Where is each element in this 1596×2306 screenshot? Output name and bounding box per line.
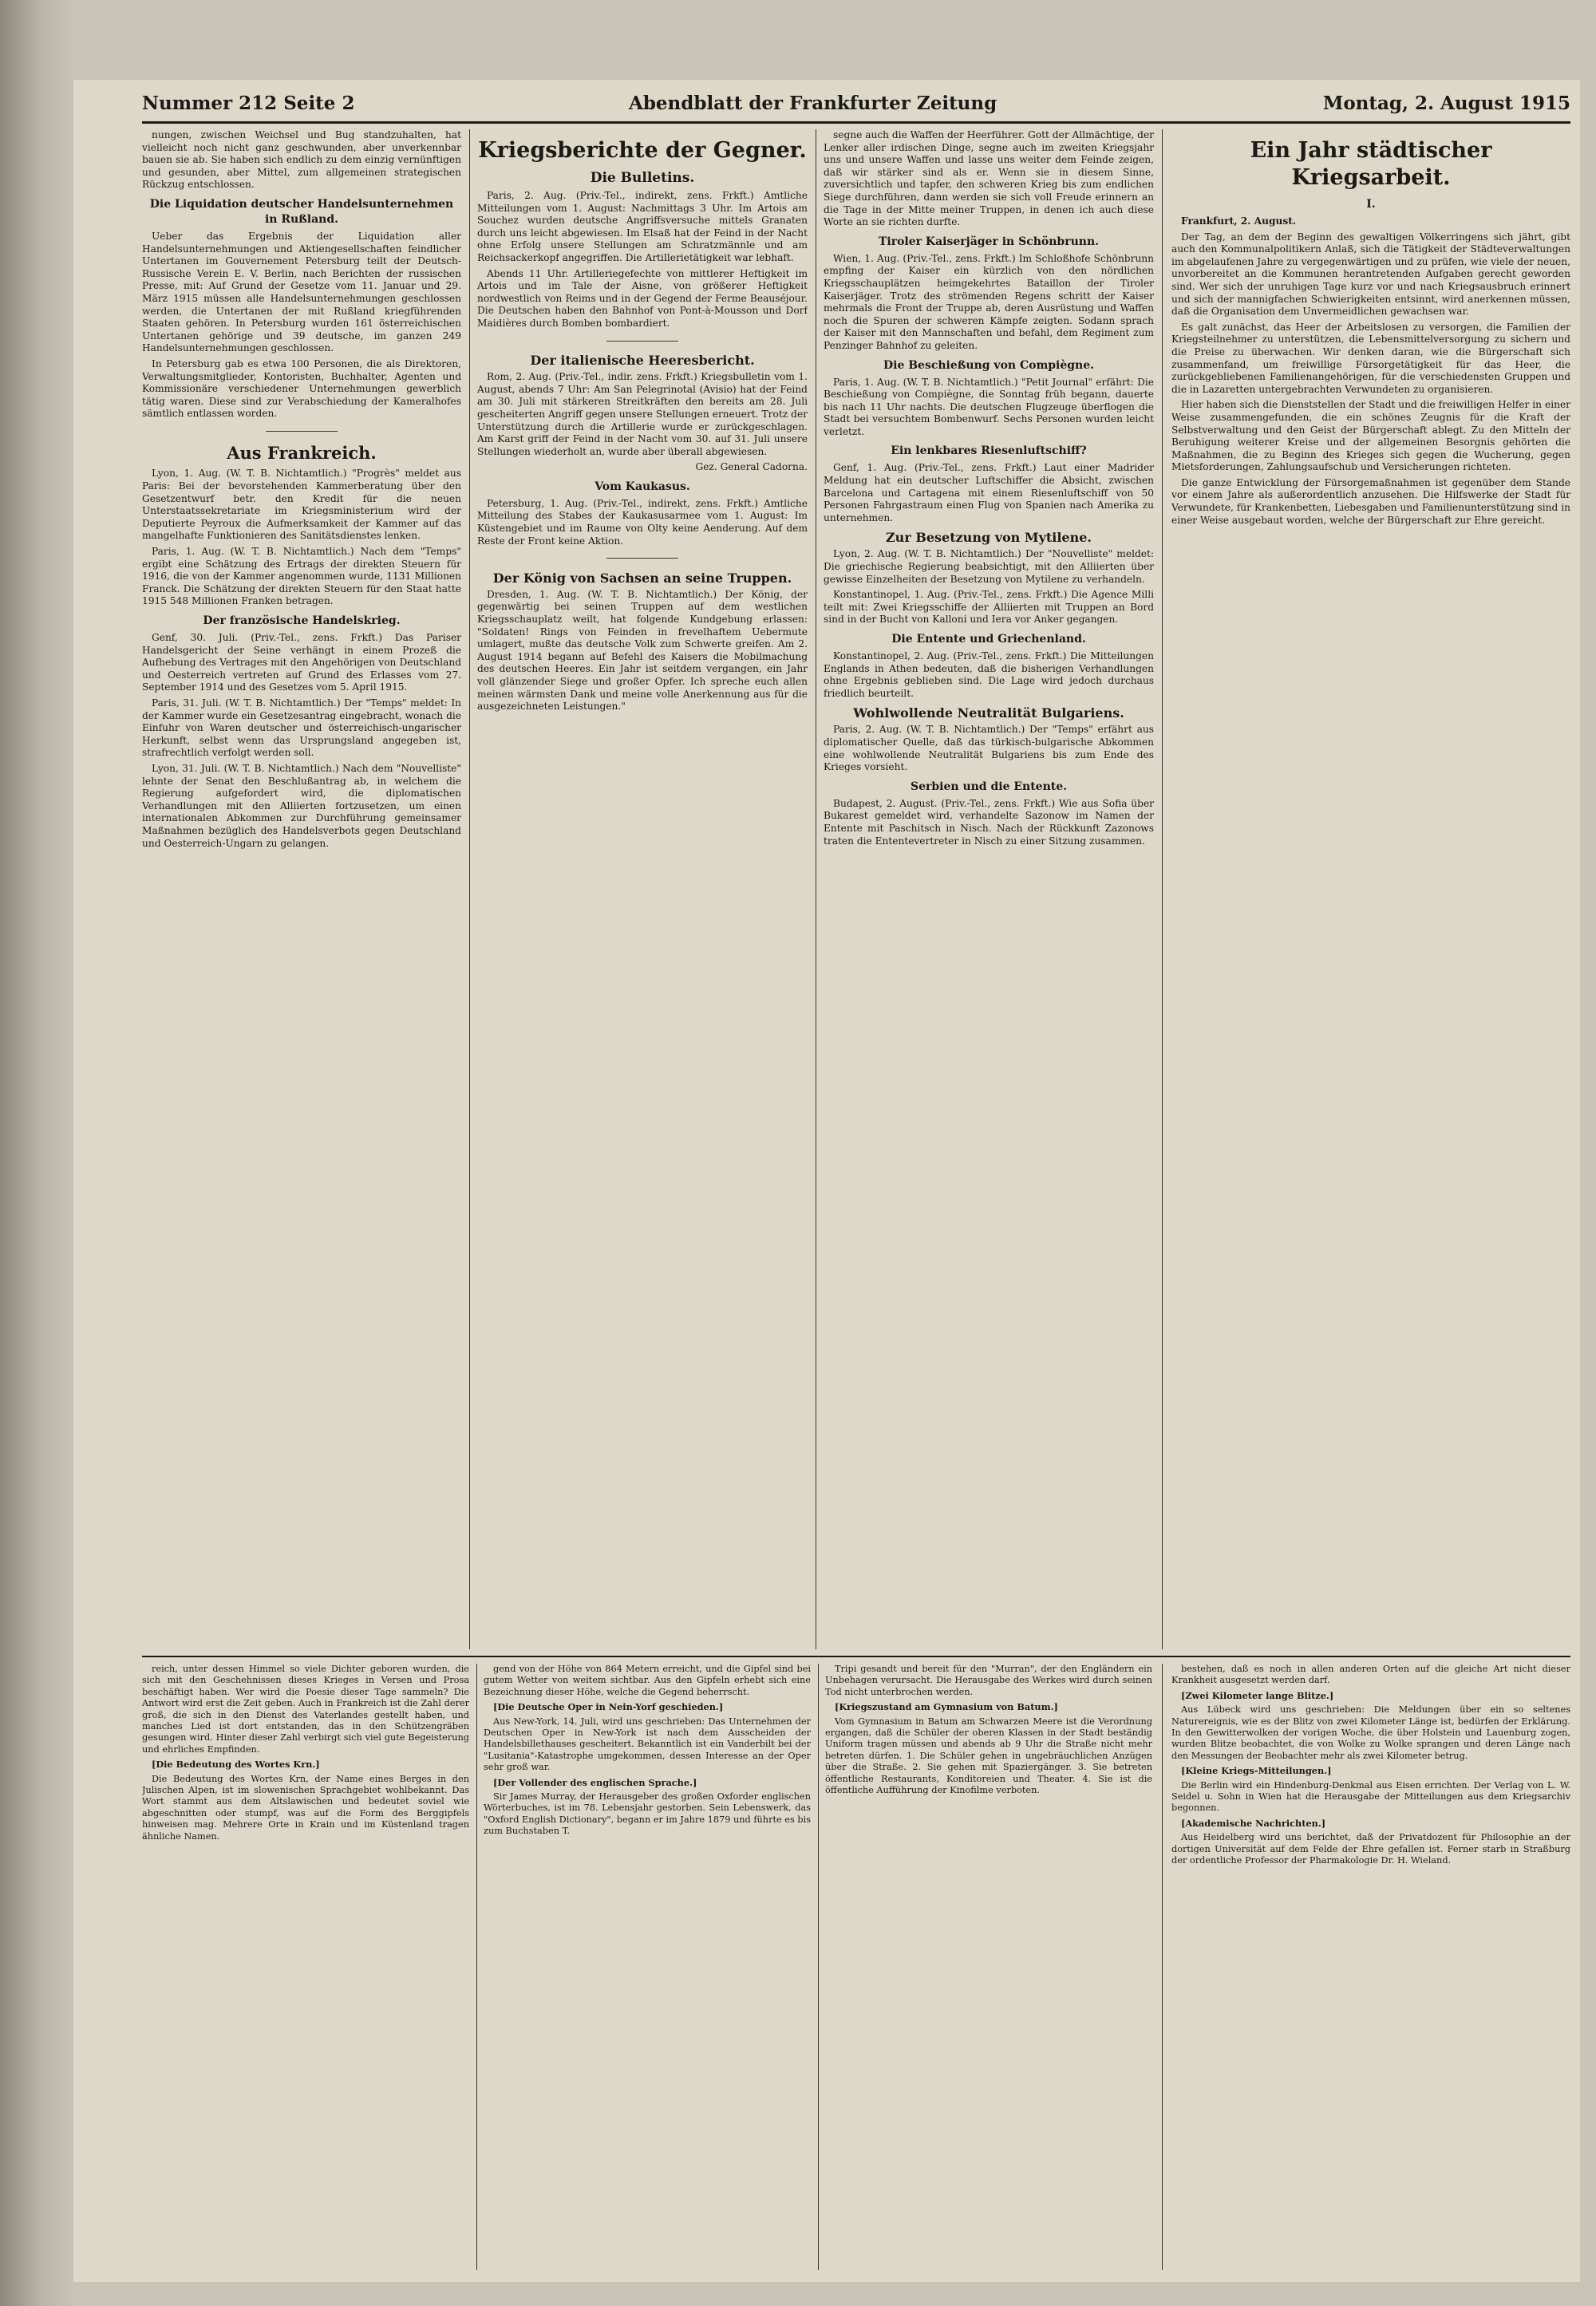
feuilleton-paragraph: gend von der Höhe von 864 Metern erreicht, und die Gipfel sind bei gutem Wetter von weitem sichtbar. Aus den Gipfeln erhebt sich eine Bezeichnung dieser Höhe, welche die Gegend beherrscht. [484,1664,811,1697]
feuilleton-column-4 [1171,1664,1570,2270]
divider [477,335,808,348]
col3-heading-kaiserjaeger: Tiroler Kaiserjäger in Schönbrunn. [878,235,1099,248]
newspaper-page [73,80,1580,2282]
col2-heading-kaukasus: Vom Kaukasus. [595,480,690,493]
col2-heading-bulletins: Die Bulletins. [590,170,695,186]
col4-numeral: I. [1366,198,1376,211]
col3-paragraph: Lyon, 2. Aug. (W. T. B. Nichtamtlich.) Der "Nouvelliste" meldet: Die griechische Regierung beabsichtigt, mit den Alliierten über gewisse Einzelheiten der Besetzung von Mytilene zu verhandeln. [824,548,1154,585]
col3-intro: segne auch die Waffen der Heerführer. Gott der Allmächtige, der Lenker aller irdischen Dinge, segne auch im zweiten Kriegsjahr uns und unsere Waffen und lasse uns weiter dem Feinde zeigen, daß wir stärker sind als er. Wenn sie in diesem Sinne, zuversichtlich und tapfer, den schweren Krieg bis zum endlichen Siege durchführen, dann werden sie sich voll Freude erinnern an die Tage in der Mitte meiner Truppen, in denen ich auch diese Worte an sie richten durfte. [824,129,1154,228]
col3-paragraph: Wien, 1. Aug. (Priv.-Tel., zens. Frkft.) Im Schloßhofe Schönbrunn empfing der Kaiser ein kürzlich von den nördlichen Kriegsschauplätzen heimgekehrtes Bataillon der Tiroler Kaiserjäger. Trotz des strömenden Regens schritt der Kaiser mehrmals die Front der Truppe ab, deren Ausrüstung und Waffen noch die Spuren der schweren Kämpfe zeigten. Sodann sprach der Kaiser mit den Mannschaften und befahl, dem Regiment zum Penzinger Bahnhof zu geleiten. [824,252,1154,351]
feuilleton-paragraph: Vom Gymnasium in Batum am Schwarzen Meere ist die Verordnung ergangen, daß die Schüler der oberen Klassen in der Stadt beständig Uniform tragen müssen und abends ab 9 Uhr die Straße nicht mehr betreten dürfen. 1. Die Schüler gehen in ungebräuchlichen Anzügen über die Straße. 2. Sie gehen mit Spaziergänger. 3. Sie betreten öffentliche Restaurants, Konditoreien und Theater. 4. Sie ist die öffentliche Aufführung der Kinofilme verboten. [825,1716,1152,1796]
col3-paragraph: Genf, 1. Aug. (Priv.-Tel., zens. Frkft.) Laut einer Madrider Meldung hat ein deutscher Luftschiffer die Absicht, zwischen Barcelona und Cartagena mit einem Riesenluftschiff von 50 Personen Fahrgastraum einen Flug von Spanien nach Amerika zu unternehmen. [824,462,1154,523]
feuilleton-column-2 [484,1664,811,2270]
feuilleton-paragraph: Sir James Murray, der Herausgeber des großen Oxforder englischen Wörterbuches, ist im 78. Lebensjahr gestorben. Sein Lebenswerk, das "Oxford English Dictionary", begann er im Jahre 1879 und führte es bis zum Buchstaben T. [484,1791,811,1837]
column-3 [824,129,1154,1649]
newspaper-title: Abendblatt der Frankfurter Zeitung [629,93,998,114]
col3-heading-compiegne: Die Beschießung von Compiègne. [883,358,1095,372]
feuilleton-column-3 [825,1664,1152,2270]
col1-heading-frankreich: Aus Frankreich. [227,443,377,464]
col3-paragraph: Konstantinopel, 1. Aug. (Priv.-Tel., zens. Frkft.) Die Agence Milli teilt mit: Zwei Kriegsschiffe der Alliierten mit Truppen an Bord sind in der Bucht von Kalloni und Iera vor Anker gegangen. [824,589,1154,626]
feuilleton-heading: [Die Deutsche Oper in Nein-Yorf geschieden.] [493,1701,724,1713]
col1-paragraph: In Petersburg gab es etwa 100 Personen, die als Direktoren, Verwaltungsmitglieder, Kontoristen, Buchhalter, Agenten und Kommissionäre verschiedener Unternehmungen gewerblich tätig waren. Diese sind zur Verabschiedung der Kameralhofes sämtlich entlassen worden. [142,357,461,420]
feuilleton-rule [142,1656,1570,1657]
col3-paragraph: Paris, 2. Aug. (W. T. B. Nichtamtlich.) Der "Temps" erfährt aus diplomatischer Quelle, daß das türkisch-bulgarische Abkommen eine wohlwollende Neutralität Bulgariens bis zum Ende des Krieges vorsieht. [824,724,1154,773]
col4-dateline: Frankfurt, 2. August. [1181,215,1297,227]
col1-paragraph: Genf, 30. Juli. (Priv.-Tel., zens. Frkft.) Das Pariser Handelsgericht der Seine verhängt in einem Prozeß die Aufhebung des Vertrages mit den Angehörigen von Deutschland und Oesterreich vertreten auf Grund des Erlasses vom 27. September 1914 und des Gesetzes vom 5. April 1915. [142,632,461,693]
column-1 [142,129,461,1649]
feuilleton-paragraph: bestehen, daß es noch in allen anderen Orten auf die gleiche Art nicht dieser Krankheit ausgesetzt werden darf. [1171,1664,1570,1686]
col2-signature: Gez. General Cadorna. [695,461,808,473]
binding-gutter [0,0,73,2306]
divider [142,425,461,438]
col3-heading-mytilene: Zur Besetzung von Mytilene. [886,530,1092,546]
feuilleton-heading: [Kriegszustand am Gymnasium von Batum.] [835,1701,1058,1713]
col2-paragraph: Abends 11 Uhr. Artilleriegefechte von mittlerer Heftigkeit im Artois und im Tale der Aisne, von größerer Heftigkeit nordwestlich von Reims und in der Gegend der Ferme Beauséjour. Die Deutschen haben den Bahnhof von Pont-à-Mousson und Dorf Maidières durch Bomben bombardiert. [477,267,808,329]
feuilleton-heading: [Die Bedeutung des Wortes Krn.] [152,1759,320,1771]
column-rule [818,1664,819,2270]
feuilleton-paragraph: Tripi gesandt und bereit für den "Murran", der den Engländern ein Unbehagen verursacht. Die Herausgabe des Werkes wird durch seinen Tod nicht unterbrochen werden. [825,1664,1152,1697]
col4-paragraph: Es galt zunächst, das Heer der Arbeitslosen zu versorgen, die Familien der Kriegsteilnehmer zu unterstützen, die Lebensmittelversorgung zu sichern und die Preise zu überwachen. Wir denken daran, wie die Bürgerschaft sich zusammenfand, um freiwillige Fürsorgetätigkeit für das Heer, die zurückgebliebenen Familienangehörigen, für die verschiedensten Gruppen und die in Lazaretten untergebrachten Verwundeten zu organisieren. [1171,321,1570,395]
issue-number: Nummer 212 Seite 2 [142,93,355,114]
feuilleton-column-1 [142,1664,469,2270]
col1-heading-handelskrieg: Der französische Handelskrieg. [203,614,401,627]
col4-paragraph: Hier haben sich die Dienststellen der Stadt und die freiwilligen Helfer in einer Weise zusammengefunden, die ein schönes Zeugnis für die Kraft der Selbstverwaltung und den Geist der Bürgerschaft ablegt. Zu den Mitteln der Beruhigung weiterer Kreise und der allgemeinen Besorgnis gehörten die Maßnahmen, die zu Beginn des Krieges sich gegen die Wucherung, gegen Mietsforderungen, Zahlungsaufschub und Versicherungen richteten. [1171,399,1570,473]
col2-paragraph: Petersburg, 1. Aug. (Priv.-Tel., indirekt, zens. Frkft.) Amtliche Mitteilung des Stabes der Kaukasusarmee vom 1. August: Im Küstengebiet und im Raume von Olty keine Aenderung. Auf dem Reste der Front keine Aktion. [477,497,808,547]
divider [477,552,808,565]
col1-paragraph: Lyon, 1. Aug. (W. T. B. Nichtamtlich.) "Progrès" meldet aus Paris: Bei der bevorstehenden Kammerberatung über den Gesetzentwurf betr. den Kredit für die neuen Unterstaatssekretariate im Kriegsministerium wird der Deputierte Peyroux die Aufmerksamkeit der Kammer auf das mangelhafte Funktionieren des Sanitätsdienstes lenken. [142,468,461,542]
issue-date: Montag, 2. August 1915 [1322,93,1570,114]
col3-heading-serbien: Serbien und die Entente. [910,780,1068,793]
col2-title: Kriegsberichte der Gegner. [478,138,807,163]
col1-paragraph: Lyon, 31. Juli. (W. T. B. Nichtamtlich.) Nach dem "Nouvelliste" lehnte der Senat den Beschlußantrag ab, in welchem die Regierung aufgefordert wird, die diplomatischen Verhandlungen mit den Alliierten fortzusetzen, um einen internationalen Abkommen zur Durchführung gemeinsamer Maßnahmen bezüglich des Handelsverbots gegen Deutschland und Oesterreich-Ungarn zu gelangen. [142,762,461,849]
col3-heading-griechenland: Die Entente und Griechenland. [891,633,1086,646]
col1-paragraph: Paris, 1. Aug. (W. T. B. Nichtamtlich.) Nach dem "Temps" ergibt eine Schätzung des Ertrags der direkten Steuern für 1916, die von der Kammer angenommen wurde, 1131 Millionen Franck. Die Schätzung der direkten Steuern für den Staat hatte 1915 548 Millionen Franken betragen. [142,546,461,607]
col3-heading-bulgarien: Wohlwollende Neutralität Bulgariens. [853,705,1124,721]
column-4 [1171,129,1570,1649]
column-rule [469,129,470,1649]
column-2 [477,129,808,1649]
col1-paragraph: Ueber das Ergebnis der Liquidation aller Handelsunternehmungen und Aktiengesellschaften feindlicher Untertanen im Gouvernement Petersburg teilt der Deutsch-Russische Verein E. V. Berlin, nach Berichten der russischen Presse, mit: Auf Grund der Gesetze vom 11. Januar und 29. März 1915 müssen alle Handelsunternehmungen geschlossen werden, die Untertanen der mit Rußland kriegführenden Staaten gehören. In Petersburg wurden 161 österreichischen Untertanen gehörige und 39 deutsche, im ganzen 249 Handelsunternehmungen geschlossen. [142,230,461,354]
feuilleton-heading: [Akademische Nachrichten.] [1181,1817,1326,1829]
col4-paragraph: Der Tag, an dem der Beginn des gewaltigen Völkerringens sich jährt, gibt auch den Kommunalpolitikern Anlaß, sich die Tätigkeit der Städteverwaltungen im abgelaufenen Jahre zu vergegenwärtigen und zu prüfen, wie viele der neuen, unvorbereitet an die Kommunen herantretenden Aufgaben gerecht geworden sind. Wer sich der unruhigen Tage kurz vor und nach Kriegsausbruch erinnert und sich der mannigfachen Schwierigkeiten entsinnt, wird anerkennen müssen, daß die Organisation dem Unvermeidlichen gewachsen war. [1171,231,1570,318]
feuilleton-heading: [Zwei Kilometer lange Blitze.] [1181,1689,1334,1701]
col2-paragraph: Rom, 2. Aug. (Priv.-Tel., indir. zens. Frkft.) Kriegsbulletin vom 1. August, abends 7 Uhr: Am San Pelegrinotal (Avisio) hat der Feind am 30. Juli mit stärkeren Streitkräften den bereits am 28. Juli gescheiterten Angriff gegen unsere Stellungen erneuert. Trotz der Unterstützung durch die Artillerie wurde er zurückgeschlagen. Am Karst griff der Feind in der Nacht vom 30. auf 31. Juli unsere Stellungen wiederholt an, wurde aber überall abgewiesen. [477,371,808,457]
feuilleton-paragraph: Aus Lübeck wird uns geschrieben: Die Meldungen über ein so seltenes Naturereignis, wie es der Blitz von zwei Kilometer Länge ist, bedürfen der Erklärung. In den Gewitterwolken der vorigen Woche, die über Holstein und Lauenburg zogen, wurden Blitze beobachtet, die von Wolke zu Wolke sprangen und deren Länge nach den Messungen der Beobachter mehr als zwei Kilometer betrug. [1171,1704,1570,1761]
col3-paragraph: Budapest, 2. August. (Priv.-Tel., zens. Frkft.) Wie aus Sofia über Bukarest gemeldet wird, verhandelte Sazonow im Namen der Entente mit Paschitsch in Nisch. Nach der Rückkunft Zazonows traten die Ententevertreter in Nisch zu einer Sitzung zusammen. [824,797,1154,847]
col4-title: Ein Jahr städtischer Kriegsarbeit. [1250,138,1492,190]
col2-paragraph: Paris, 2. Aug. (Priv.-Tel., indirekt, zens. Frkft.) Amtliche Mitteilungen vom 1. August: Nachmittags 3 Uhr. Im Artois am Souchez wurden deutsche Angriffsversuche mittels Granaten durch uns leicht abgewiesen. Im Elsaß hat der Feind in der Nacht ohne Erfolg unsere Stellungen am Schratzmännle und am Reichsackerkopf angegriffen. Die Artillerietätigkeit war lebhaft. [477,190,808,263]
column-rule [1162,129,1163,1649]
col4-paragraph: Die ganze Entwicklung der Fürsorgemaßnahmen ist gegenüber dem Stande vor einem Jahre als außerordentlich anzusehen. Die Hilfswerke der Stadt für Verwundete, für Krankenbetten, Liebesgaben und Familienunterstützung sind in einer Weise ausgebaut worden, welche der Bürgerschaft zur Ehre gereicht. [1171,476,1570,526]
feuilleton-paragraph: Aus Heidelberg wird uns berichtet, daß der Privatdozent für Philosophie an der dortigen Universität auf dem Felde der Ehre gefallen ist. Ferner starb in Straßburg der ordentliche Professor der Pharmakologie Dr. H. Wieland. [1171,1832,1570,1866]
col1-intro: nungen, zwischen Weichsel und Bug standzuhalten, hat vielleicht noch nicht ganz geschwunden, aber unverkennbar bauen sie ab. Sie haben sich endlich zu dem einzig vernünftigen und gesunden, aber Mittel, zum allgemeinen strategischen Rückzug entschlossen. [142,129,461,191]
feuilleton-paragraph: Aus New-York, 14. Juli, wird uns geschrieben: Das Unternehmen der Deutschen Oper in New-York ist nach dem Ausscheiden der Handelsbillethauses gescheitert. Bekanntlich ist ein Vanderbilt bei der "Lusitania"-Katastrophe umgekommen, dessen Interesse an der Oper sehr groß war. [484,1716,811,1773]
col1-heading-liquidation: Die Liquidation deutscher Handelsunternehmen in Rußland. [149,197,454,226]
column-rule [1162,1664,1163,2270]
col3-paragraph: Paris, 1. Aug. (W. T. B. Nichtamtlich.) "Petit Journal" erfährt: Die Beschießung von Compiègne, die Sonntag früh begann, dauerte bis nach 11 Uhr nachts. Die deutschen Flugzeuge überflogen die Stadt bei versuchtem Bombenwurf. Sechs Personen wurden leicht verletzt. [824,376,1154,437]
feuilleton-heading: [Kleine Kriegs-Mitteilungen.] [1181,1765,1332,1777]
column-rule [476,1664,477,2270]
col2-heading-sachsen: Der König von Sachsen an seine Truppen. [492,570,792,586]
col3-paragraph: Konstantinopel, 2. Aug. (Priv.-Tel., zens. Frkft.) Die Mitteilungen Englands in Athen bedeuten, daß die bisherigen Verhandlungen ohne Ergebnis geblieben sind. Die Lage wird jedoch durchaus friedlich beurteilt. [824,650,1154,699]
feuilleton-paragraph: Die Berlin wird ein Hindenburg-Denkmal aus Eisen errichten. Der Verlag von L. W. Seidel u. Sohn in Wien hat die Herausgabe der Mitteilungen aus dem Kriegsarchiv begonnen. [1171,1779,1570,1814]
feuilleton-paragraph: reich, unter dessen Himmel so viele Dichter geboren wurden, die sich mit den Geschehnissen dieses Krieges in Versen und Prosa beschäftigt haben. Wer wird die Poesie dieser Tage sammeln? Die Antwort wird erst die Zeit geben. Auch in Frankreich ist die Zahl derer groß, die sich in den Dienst des Vaterlandes gestellt haben, und manches Lied ist dort entstanden, das in den Schützengräben gesungen wird. Hinter dieser Zahl verbirgt sich viel gute Begeisterung und ehrliches Empfinden. [142,1664,469,1755]
page-header [142,89,1570,124]
feuilleton-heading: [Der Vollender des englischen Sprache.] [493,1776,697,1788]
col3-heading-luftschiff: Ein lenkbares Riesenluftschiff? [891,444,1087,458]
feuilleton-paragraph: Die Bedeutung des Wortes Krn, der Name eines Berges in den Julischen Alpen, ist im slowenischen Sprachgebiet wohlbekannt. Das Wort stammt aus dem Altslawischen und bedeutet soviel wie abgeschnitten oder stumpf, was auf die Form des Berggipfels hinweisen mag. Mehrere Orte in Krain und im Küstenland tragen ähnliche Namen. [142,1773,469,1842]
col2-paragraph: Dresden, 1. Aug. (W. T. B. Nichtamtlich.) Der König, der gegenwärtig bei seinen Truppen auf dem westlichen Kriegsschauplatz weilt, hat folgende Kundgebung erlassen: "Soldaten! Rings von Feinden in frevelhaftem Uebermute umlagert, mußte das deutsche Volk zum Schwerte greifen. Am 2. August 1914 begann auf Befehl des Kaisers die Mobilmachung des deutschen Heeres. Ein Jahr ist seitdem vergangen, ein Jahr voll glänzender Siege und großer Opfer. Ich spreche euch allen meinen wärmsten Dank und meine volle Anerkennung aus für die ausgezeichneten Leistungen." [477,588,808,713]
col2-heading-italien: Der italienische Heeresbericht. [530,353,755,369]
col1-paragraph: Paris, 31. Juli. (W. T. B. Nichtamtlich.) Der "Temps" meldet: In der Kammer wurde ein Gesetzesantrag eingebracht, wonach die Einfuhr von Waren deutscher und österreichisch-ungarischer Herkunft, selbst wenn das Ursprungsland angegeben ist, strafrechtlich verfolgt werden soll. [142,697,461,759]
